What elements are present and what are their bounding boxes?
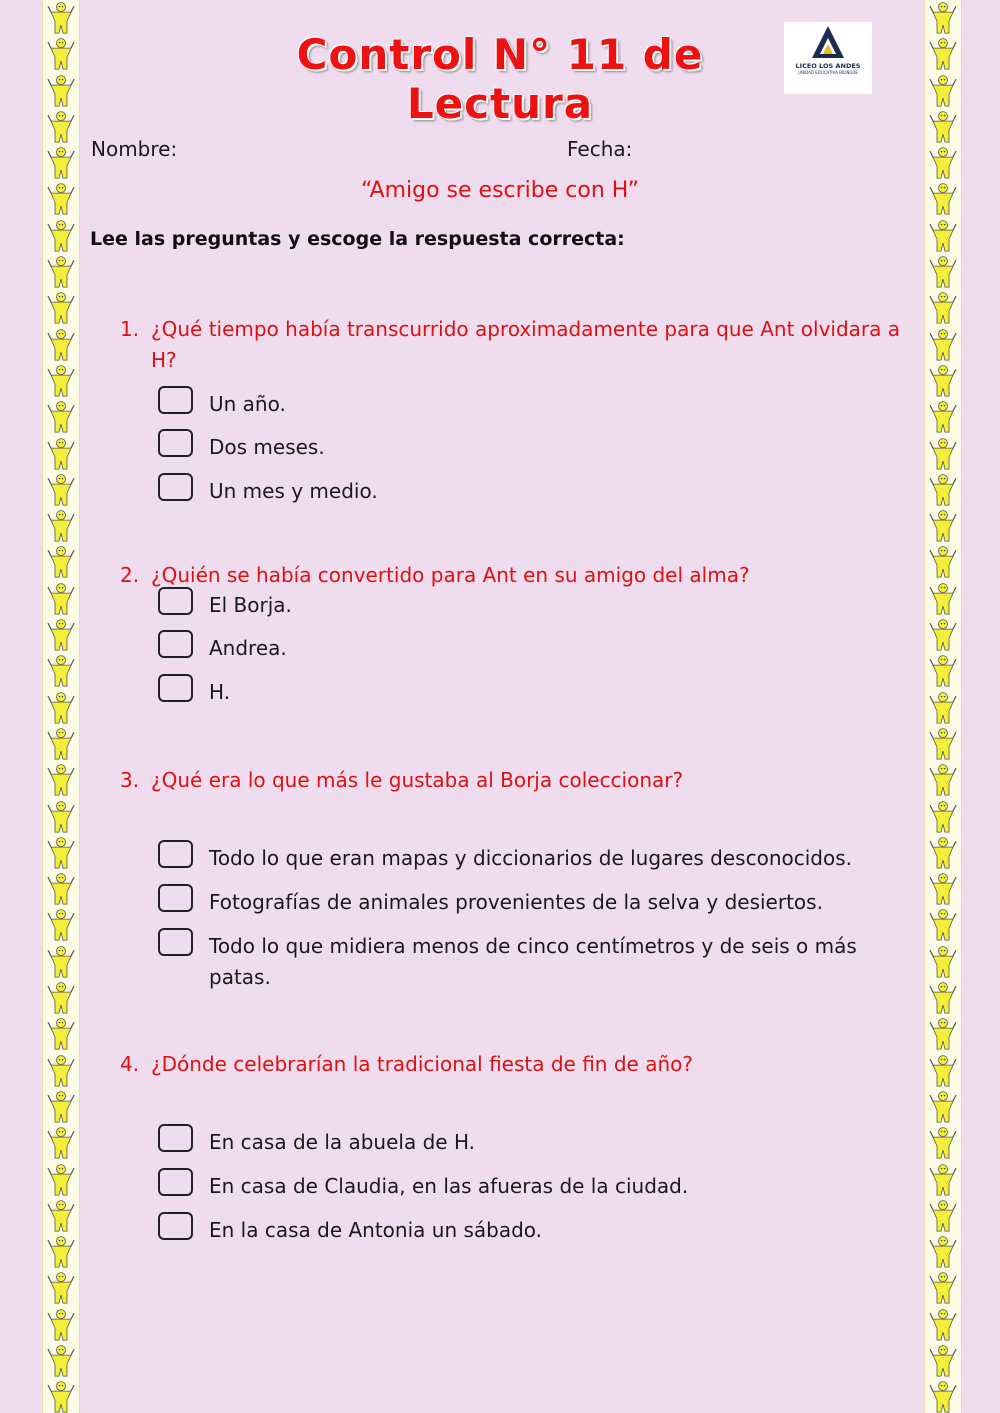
cartoon-figure-icon bbox=[928, 218, 958, 254]
question-1 bbox=[120, 314, 910, 376]
cartoon-figure-icon bbox=[928, 0, 958, 36]
option-label: Un mes y medio. bbox=[209, 479, 378, 503]
cartoon-figure-icon bbox=[928, 436, 958, 472]
cartoon-figure-icon bbox=[46, 363, 76, 399]
checkbox[interactable] bbox=[158, 587, 193, 615]
cartoon-figure-icon bbox=[46, 73, 76, 109]
checkbox[interactable] bbox=[158, 840, 193, 868]
checkbox[interactable] bbox=[158, 386, 193, 414]
question-number: 1. bbox=[120, 317, 140, 341]
cartoon-figure-icon bbox=[928, 109, 958, 145]
cartoon-figure-icon bbox=[928, 1125, 958, 1161]
cartoon-figure-icon bbox=[928, 653, 958, 689]
cartoon-figure-icon bbox=[46, 944, 76, 980]
cartoon-figure-icon bbox=[46, 1198, 76, 1234]
cartoon-figure-icon bbox=[46, 799, 76, 835]
cartoon-figure-icon bbox=[928, 762, 958, 798]
page-title: Control N° 11 de Lectura bbox=[296, 30, 704, 128]
cartoon-figure-icon bbox=[928, 944, 958, 980]
question-number: 2. bbox=[120, 563, 140, 587]
cartoon-figure-icon bbox=[928, 726, 958, 762]
option-3a[interactable] bbox=[158, 843, 888, 874]
cartoon-figure-icon bbox=[46, 508, 76, 544]
question-text: ¿Quién se había convertido para Ant en su amigo del alma? bbox=[151, 563, 750, 587]
option-label: En la casa de Antonia un sábado. bbox=[209, 1218, 543, 1242]
cartoon-figure-icon bbox=[46, 327, 76, 363]
option-4b[interactable] bbox=[158, 1171, 888, 1202]
checkbox[interactable] bbox=[158, 1212, 193, 1240]
option-label: Dos meses. bbox=[209, 435, 325, 459]
checkbox[interactable] bbox=[158, 674, 193, 702]
cartoon-figure-icon bbox=[46, 1089, 76, 1125]
option-3b[interactable] bbox=[158, 887, 888, 918]
cartoon-figure-icon bbox=[928, 544, 958, 580]
decorative-border-left bbox=[42, 0, 80, 1413]
option-label: El Borja. bbox=[209, 593, 292, 617]
cartoon-figure-icon bbox=[928, 1307, 958, 1343]
cartoon-figure-icon bbox=[46, 1053, 76, 1089]
cartoon-figure-icon bbox=[46, 1343, 76, 1379]
cartoon-figure-icon bbox=[46, 690, 76, 726]
cartoon-figure-icon bbox=[46, 399, 76, 435]
checkbox[interactable] bbox=[158, 1168, 193, 1196]
date-label: Fecha: bbox=[567, 137, 633, 161]
cartoon-figure-icon bbox=[928, 327, 958, 363]
cartoon-figure-icon bbox=[46, 290, 76, 326]
cartoon-figure-icon bbox=[46, 835, 76, 871]
checkbox[interactable] bbox=[158, 630, 193, 658]
cartoon-figure-icon bbox=[928, 1162, 958, 1198]
cartoon-figure-icon bbox=[928, 1089, 958, 1125]
decorative-border-right bbox=[924, 0, 962, 1413]
cartoon-figure-icon bbox=[46, 472, 76, 508]
cartoon-figure-icon bbox=[928, 254, 958, 290]
cartoon-figure-icon bbox=[928, 1198, 958, 1234]
option-2a[interactable] bbox=[158, 590, 888, 621]
triangle-logo-icon bbox=[808, 22, 848, 62]
cartoon-figure-icon bbox=[928, 36, 958, 72]
cartoon-figure-icon bbox=[928, 73, 958, 109]
cartoon-figure-icon bbox=[46, 871, 76, 907]
cartoon-figure-icon bbox=[928, 472, 958, 508]
question-3 bbox=[120, 765, 910, 796]
name-label: Nombre: bbox=[91, 137, 178, 161]
option-label: Todo lo que midiera menos de cinco centímetros y de seis o más patas. bbox=[209, 934, 857, 989]
cartoon-figure-icon bbox=[928, 907, 958, 943]
option-label: En casa de la abuela de H. bbox=[209, 1130, 475, 1154]
cartoon-figure-icon bbox=[928, 799, 958, 835]
option-2c[interactable] bbox=[158, 677, 888, 708]
instructions: Lee las preguntas y escoge la respuesta correcta: bbox=[90, 228, 625, 250]
school-logo bbox=[784, 22, 872, 94]
cartoon-figure-icon bbox=[46, 145, 76, 181]
question-2 bbox=[120, 560, 910, 591]
cartoon-figure-icon bbox=[46, 181, 76, 217]
cartoon-figure-icon bbox=[928, 1016, 958, 1052]
cartoon-figure-icon bbox=[928, 1343, 958, 1379]
checkbox[interactable] bbox=[158, 928, 193, 956]
logo-name: LICEO LOS ANDES bbox=[795, 62, 861, 70]
cartoon-figure-icon bbox=[46, 1125, 76, 1161]
cartoon-figure-icon bbox=[928, 690, 958, 726]
option-label: Un año. bbox=[209, 392, 286, 416]
cartoon-figure-icon bbox=[46, 0, 76, 36]
cartoon-figure-icon bbox=[46, 36, 76, 72]
option-1c[interactable] bbox=[158, 476, 888, 507]
question-text: ¿Dónde celebrarían la tradicional fiesta de fin de año? bbox=[151, 1052, 693, 1076]
option-label: Andrea. bbox=[209, 636, 287, 660]
option-label: Fotografías de animales provenientes de la selva y desiertos. bbox=[209, 890, 823, 914]
option-2b[interactable] bbox=[158, 633, 888, 664]
checkbox[interactable] bbox=[158, 429, 193, 457]
checkbox[interactable] bbox=[158, 884, 193, 912]
cartoon-figure-icon bbox=[928, 1053, 958, 1089]
cartoon-figure-icon bbox=[46, 980, 76, 1016]
checkbox[interactable] bbox=[158, 473, 193, 501]
cartoon-figure-icon bbox=[928, 617, 958, 653]
option-3c[interactable] bbox=[158, 931, 888, 993]
cartoon-figure-icon bbox=[46, 544, 76, 580]
cartoon-figure-icon bbox=[928, 1379, 958, 1413]
cartoon-figure-icon bbox=[46, 436, 76, 472]
logo-subtitle: UNIDAD EDUCATIVA BILINGÜE bbox=[798, 69, 858, 75]
question-text: ¿Qué era lo que más le gustaba al Borja coleccionar? bbox=[151, 768, 684, 792]
cartoon-figure-icon bbox=[928, 145, 958, 181]
option-1a[interactable] bbox=[158, 389, 888, 420]
cartoon-figure-icon bbox=[46, 726, 76, 762]
cartoon-figure-icon bbox=[46, 1379, 76, 1413]
option-label: H. bbox=[209, 680, 231, 704]
option-4a[interactable] bbox=[158, 1127, 888, 1158]
question-number: 4. bbox=[120, 1052, 140, 1076]
option-label: Todo lo que eran mapas y diccionarios de lugares desconocidos. bbox=[209, 846, 852, 870]
cartoon-figure-icon bbox=[928, 871, 958, 907]
cartoon-figure-icon bbox=[46, 762, 76, 798]
cartoon-figure-icon bbox=[46, 254, 76, 290]
checkbox[interactable] bbox=[158, 1124, 193, 1152]
option-1b[interactable] bbox=[158, 432, 888, 463]
cartoon-figure-icon bbox=[46, 1016, 76, 1052]
cartoon-figure-icon bbox=[46, 617, 76, 653]
cartoon-figure-icon bbox=[46, 218, 76, 254]
question-text: ¿Qué tiempo había transcurrido aproximadamente para que Ant olvidara a H? bbox=[151, 317, 901, 372]
cartoon-figure-icon bbox=[46, 653, 76, 689]
cartoon-figure-icon bbox=[928, 181, 958, 217]
cartoon-figure-icon bbox=[928, 1234, 958, 1270]
question-4 bbox=[120, 1049, 910, 1080]
cartoon-figure-icon bbox=[928, 581, 958, 617]
option-label: En casa de Claudia, en las afueras de la ciudad. bbox=[209, 1174, 689, 1198]
cartoon-figure-icon bbox=[46, 109, 76, 145]
cartoon-figure-icon bbox=[46, 581, 76, 617]
cartoon-figure-icon bbox=[928, 980, 958, 1016]
cartoon-figure-icon bbox=[928, 363, 958, 399]
cartoon-figure-icon bbox=[46, 1234, 76, 1270]
cartoon-figure-icon bbox=[928, 835, 958, 871]
cartoon-figure-icon bbox=[928, 1270, 958, 1306]
cartoon-figure-icon bbox=[46, 907, 76, 943]
question-number: 3. bbox=[120, 768, 140, 792]
cartoon-figure-icon bbox=[928, 290, 958, 326]
option-4c[interactable] bbox=[158, 1215, 888, 1246]
cartoon-figure-icon bbox=[928, 399, 958, 435]
story-title: “Amigo se escribe con H” bbox=[360, 178, 640, 203]
cartoon-figure-icon bbox=[46, 1270, 76, 1306]
cartoon-figure-icon bbox=[46, 1307, 76, 1343]
cartoon-figure-icon bbox=[928, 508, 958, 544]
cartoon-figure-icon bbox=[46, 1162, 76, 1198]
